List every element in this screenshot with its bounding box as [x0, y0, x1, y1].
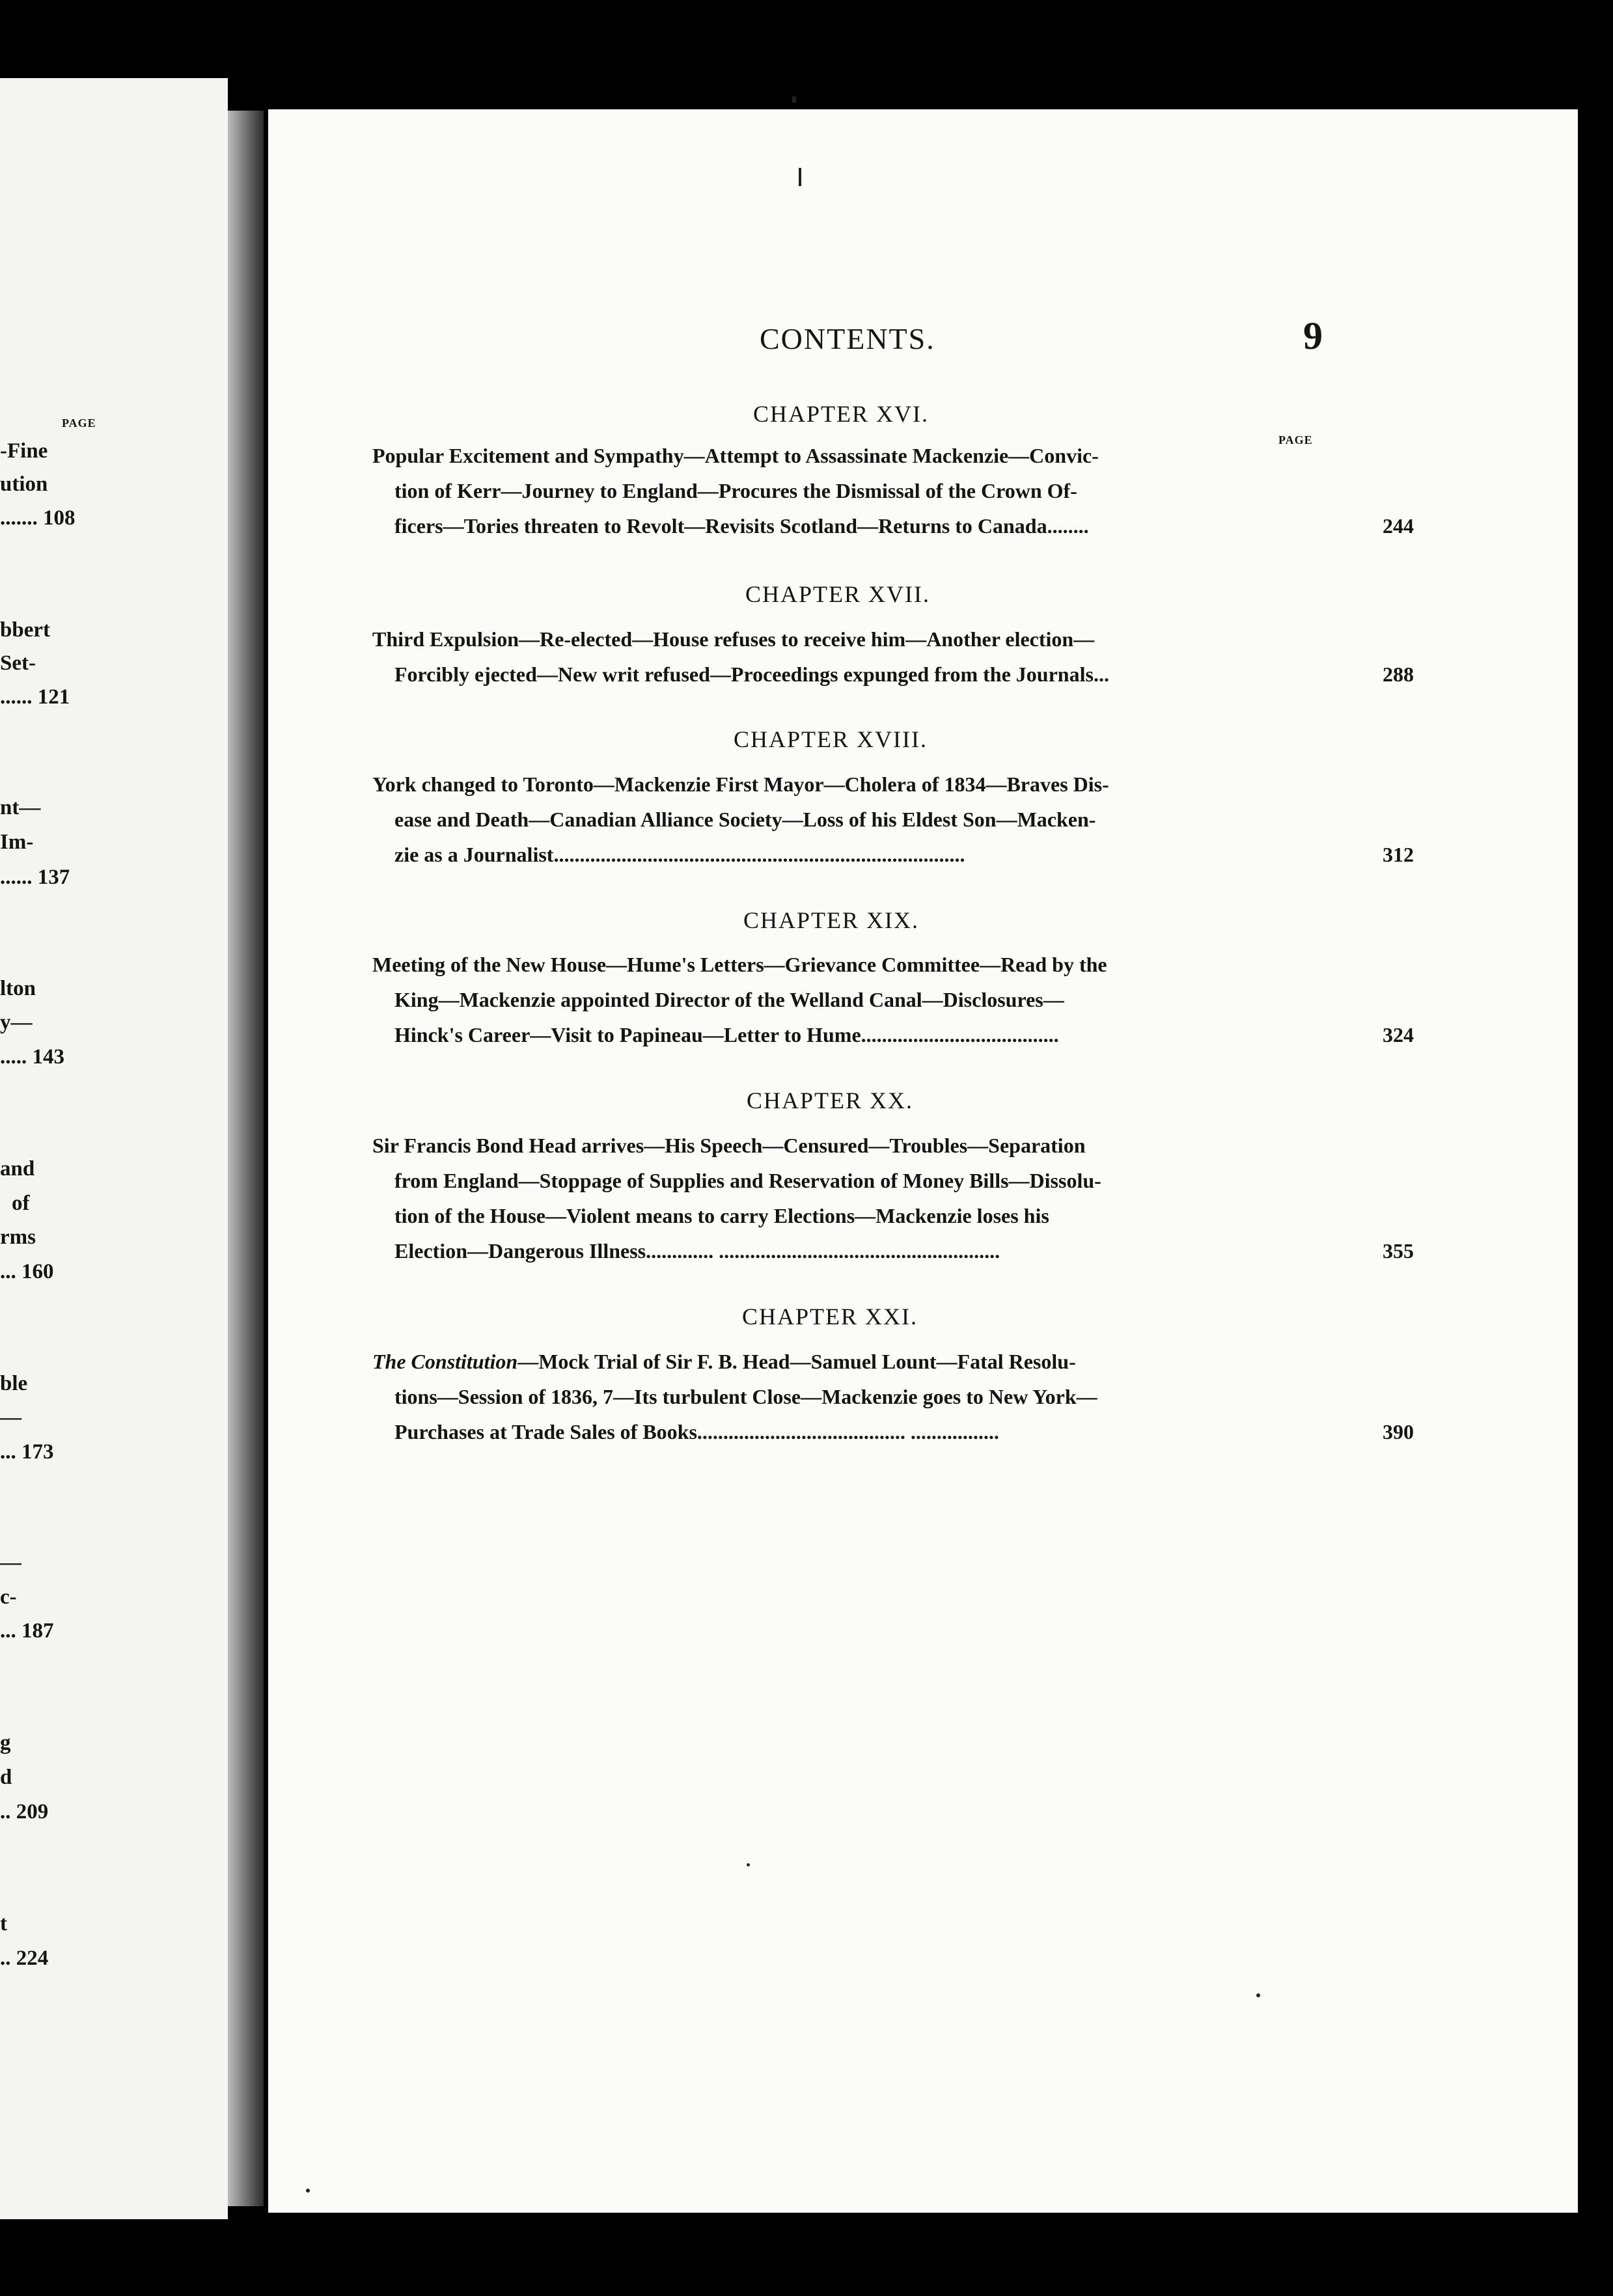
chapter-entry [372, 1344, 1414, 1449]
entry-page-number: 390 [1383, 1420, 1414, 1443]
right-page [268, 109, 1578, 2213]
ink-speck [792, 96, 796, 103]
chapter-entry [372, 1128, 1414, 1268]
entry-line: Forcibly ejected—New writ refused—Proceedings expunged from the Journals... 288 [372, 657, 1414, 692]
left-fragment: d [0, 1766, 12, 1789]
italic-title: The Constitution [372, 1350, 518, 1373]
entry-line: tion of Kerr—Journey to England—Procures the Dismissal of the Crown Of- [394, 479, 1077, 502]
chapter-heading: CHAPTER XIX. [743, 907, 920, 933]
left-fragment: .. 224 [0, 1947, 49, 1970]
left-fragment: and [0, 1157, 35, 1181]
left-fragment: ... 160 [0, 1260, 54, 1283]
entry-line: from England—Stoppage of Supplies and Reservation of Money Bills—Dissolu- [394, 1169, 1101, 1192]
entry-line: Sir Francis Bond Head arrives—His Speech—Censured—Troubles—Separation [372, 1134, 1086, 1157]
left-fragment: ... 187 [0, 1619, 54, 1643]
chapter-entry [372, 438, 1414, 543]
left-fragment: ....... 108 [0, 506, 76, 530]
left-fragment: ... 173 [0, 1440, 54, 1464]
left-fragment: — [0, 1406, 21, 1429]
entry-line: Meeting of the New House—Hume's Letters—Grievance Committee—Read by the [372, 953, 1107, 976]
ink-speck [799, 168, 801, 186]
left-fragment: y— [0, 1011, 33, 1034]
entry-line: Popular Excitement and Sympathy—Attempt to Assassinate Mackenzie—Convic- [372, 444, 1099, 467]
left-fragment: .. 209 [0, 1800, 49, 1824]
entry-line: tions—Session of 1836, 7—Its turbulent Close—Mackenzie goes to New York— [394, 1385, 1097, 1408]
entry-page-number: 312 [1383, 843, 1414, 866]
entry-line: ficers—Tories threaten to Revolt—Revisits Scotland—Returns to Canada........ 244 [372, 508, 1414, 543]
entry-page-number: 324 [1383, 1023, 1414, 1046]
entry-line: Election—Dangerous Illness............. ...................................................... 355 [372, 1233, 1414, 1268]
entry-page-number: 288 [1383, 663, 1414, 686]
gutter-shadow [228, 111, 264, 2206]
entry-line: Hinck's Career—Visit to Papineau—Letter to Hume...................................... 324 [372, 1017, 1414, 1052]
entry-line: Purchases at Trade Sales of Books........................................ ................. 390 [372, 1414, 1414, 1449]
page-column-label: PAGE [1278, 433, 1313, 446]
left-fragment: t [0, 1912, 7, 1935]
left-fragment: — [0, 1551, 21, 1574]
entry-line: The Constitution—Mock Trial of Sir F. B. Head—Samuel Lount—Fatal Resolu- [372, 1350, 1076, 1373]
chapter-heading: CHAPTER XVII. [745, 581, 930, 607]
left-fragment: ble [0, 1372, 28, 1395]
ink-speck [306, 2189, 310, 2193]
entry-page-number: 244 [1383, 514, 1414, 538]
ink-speck [1256, 1993, 1260, 1997]
left-fragment: of [12, 1192, 30, 1215]
left-fragment: ...... 137 [0, 866, 70, 889]
chapter-heading: CHAPTER XXI. [742, 1304, 918, 1330]
left-fragment: Set- [0, 651, 36, 675]
left-fragment: ...... 121 [0, 685, 70, 709]
left-fragment: c- [0, 1585, 17, 1609]
entry-line: zie as a Journalist............................................................................... 312 [372, 837, 1414, 872]
entry-line: tion of the House—Violent means to carry Elections—Mackenzie loses his [394, 1204, 1049, 1227]
left-fragment: -Fine [0, 439, 48, 463]
entry-line: Third Expulsion—Re-elected—House refuses to receive him—Another election— [372, 627, 1095, 651]
chapter-heading: CHAPTER XX. [747, 1087, 914, 1114]
chapter-entry [372, 622, 1414, 692]
left-fragment: rms [0, 1225, 36, 1249]
chapter-entry [372, 767, 1414, 872]
page-number: 9 [1303, 314, 1323, 357]
chapter-heading: CHAPTER XVI. [753, 401, 930, 427]
left-fragment: ution [0, 472, 48, 496]
entry-line: York changed to Toronto—Mackenzie First Mayor—Cholera of 1834—Braves Dis- [372, 772, 1109, 796]
left-page-label: PAGE [62, 417, 96, 430]
left-fragment: bbert [0, 618, 50, 642]
chapter-entry [372, 947, 1414, 1052]
left-page-fragment [0, 78, 228, 2219]
entry-page-number: 355 [1383, 1239, 1414, 1263]
entry-line: King—Mackenzie appointed Director of the Welland Canal—Disclosures— [394, 988, 1064, 1011]
ink-speck [747, 1863, 750, 1866]
left-fragment: nt— [0, 796, 41, 819]
entry-line: ease and Death—Canadian Alliance Society—Loss of his Eldest Son—Macken- [394, 808, 1096, 831]
running-head: CONTENTS. [760, 322, 935, 355]
left-fragment: Im- [0, 830, 34, 854]
left-fragment: g [0, 1731, 11, 1755]
left-fragment: ..... 143 [0, 1045, 64, 1069]
left-fragment: lton [0, 977, 36, 1000]
chapter-heading: CHAPTER XVIII. [734, 726, 928, 752]
